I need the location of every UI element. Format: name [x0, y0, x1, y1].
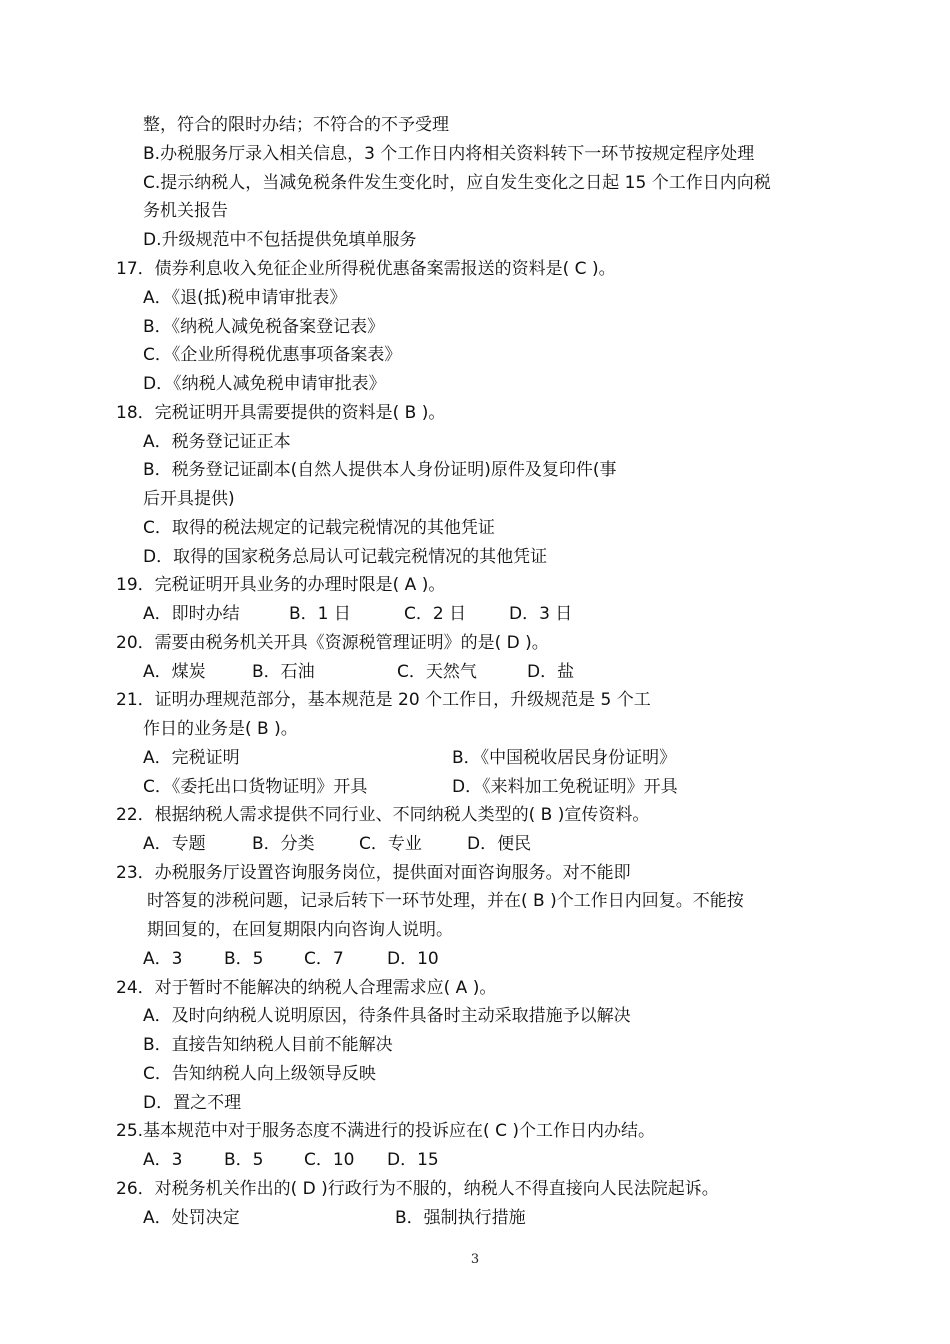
option-c: C．天然气 — [397, 662, 477, 682]
text-line: 整，符合的限时办结；不符合的不予受理 — [143, 115, 449, 135]
question-21-stem: 21．证明办理规范部分，基本规范是 20 个工作日，升级规范是 5 个工 — [116, 690, 651, 710]
question-19-stem: 19．完税证明开具业务的办理时限是( A )。 — [116, 575, 446, 595]
option-d: D．《纳税人减免税申请审批表》 — [143, 374, 386, 394]
option-b: B．《纳税人减免税备案登记表》 — [143, 317, 385, 337]
question-24-stem: 24．对于暂时不能解决的纳税人合理需求应( A )。 — [116, 978, 497, 998]
option-a: A．《退(抵)税申请审批表》 — [143, 288, 347, 308]
option-c: C．取得的税法规定的记载完税情况的其他凭证 — [143, 518, 495, 538]
option-c: C．《企业所得税优惠事项备案表》 — [143, 345, 402, 365]
page-number: 3 — [470, 1252, 480, 1267]
question-17-stem: 17．债券利息收入免征企业所得税优惠备案需报送的资料是( C )。 — [116, 259, 616, 279]
option-a: A．及时向纳税人说明原因，待条件具备时主动采取措施予以解决 — [143, 1006, 631, 1026]
question-23-stem-continued: 时答复的涉税问题，记录后转下一环节处理，并在( B )个工作日内回复。不能按 — [147, 891, 744, 911]
option-c: C．7 — [304, 949, 344, 969]
option-b: B．《中国税收居民身份证明》 — [452, 748, 677, 768]
option-d: D．置之不理 — [143, 1093, 242, 1113]
option-a: A．即时办结 — [143, 604, 240, 624]
text-line: B.办税服务厅录入相关信息，3 个工作日内将相关资料转下一环节按规定程序处理 — [143, 144, 755, 164]
question-25-stem: 25.基本规范中对于服务态度不满进行的投诉应在( C )个工作日内办结。 — [116, 1121, 655, 1141]
option-b: B．分类 — [252, 834, 315, 854]
question-22-stem: 22．根据纳税人需求提供不同行业、不同纳税人类型的( B )宣传资料。 — [116, 805, 650, 825]
option-a: A．处罚决定 — [143, 1208, 240, 1228]
option-b-continued: 后开具提供) — [143, 489, 235, 509]
option-d: D．3 日 — [509, 604, 573, 624]
question-21-stem-continued: 作日的业务是( B )。 — [143, 719, 298, 739]
option-d: D．15 — [387, 1150, 439, 1170]
option-c: C．2 日 — [404, 604, 467, 624]
question-18-stem: 18．完税证明开具需要提供的资料是( B )。 — [116, 403, 446, 423]
option-c: C．10 — [304, 1150, 355, 1170]
text-line: C.提示纳税人，当减免税条件发生变化时，应自发生变化之日起 15 个工作日内向税 — [143, 173, 771, 193]
question-23-stem-continued: 期回复的，在回复期限内向咨询人说明。 — [147, 920, 453, 940]
option-b: B．强制执行措施 — [395, 1208, 526, 1228]
option-b: B．5 — [224, 1150, 264, 1170]
option-d: D．《来料加工免税证明》开具 — [452, 777, 678, 797]
option-b: B．5 — [224, 949, 264, 969]
option-a: A．3 — [143, 949, 183, 969]
option-b: B．1 日 — [289, 604, 351, 624]
option-a: A．完税证明 — [143, 748, 240, 768]
question-23-stem: 23．办税服务厅设置咨询服务岗位，提供面对面咨询服务。对不能即 — [116, 863, 631, 883]
option-a: A．税务登记证正本 — [143, 432, 291, 452]
question-26-stem: 26．对税务机关作出的( D )行政行为不服的，纳税人不得直接向人民法院起诉。 — [116, 1179, 719, 1199]
text-line: D.升级规范中不包括提供免填单服务 — [143, 230, 417, 250]
option-c: C．专业 — [359, 834, 422, 854]
option-b: B．石油 — [252, 662, 315, 682]
option-c: C．告知纳税人向上级领导反映 — [143, 1064, 376, 1084]
text-line: 务机关报告 — [143, 201, 228, 221]
option-d: D．盐 — [527, 662, 575, 682]
option-a: A．3 — [143, 1150, 183, 1170]
option-b: B．直接告知纳税人目前不能解决 — [143, 1035, 393, 1055]
question-20-stem: 20．需要由税务机关开具《资源税管理证明》的是( D )。 — [116, 633, 549, 653]
option-d: D．便民 — [467, 834, 532, 854]
option-d: D．取得的国家税务总局认可记载完税情况的其他凭证 — [143, 547, 548, 567]
option-b: B．税务登记证副本(自然人提供本人身份证明)原件及复印件(事 — [143, 460, 617, 480]
option-c: C．《委托出口货物证明》开具 — [143, 777, 368, 797]
option-d: D．10 — [387, 949, 439, 969]
option-a: A．煤炭 — [143, 662, 206, 682]
option-a: A．专题 — [143, 834, 206, 854]
